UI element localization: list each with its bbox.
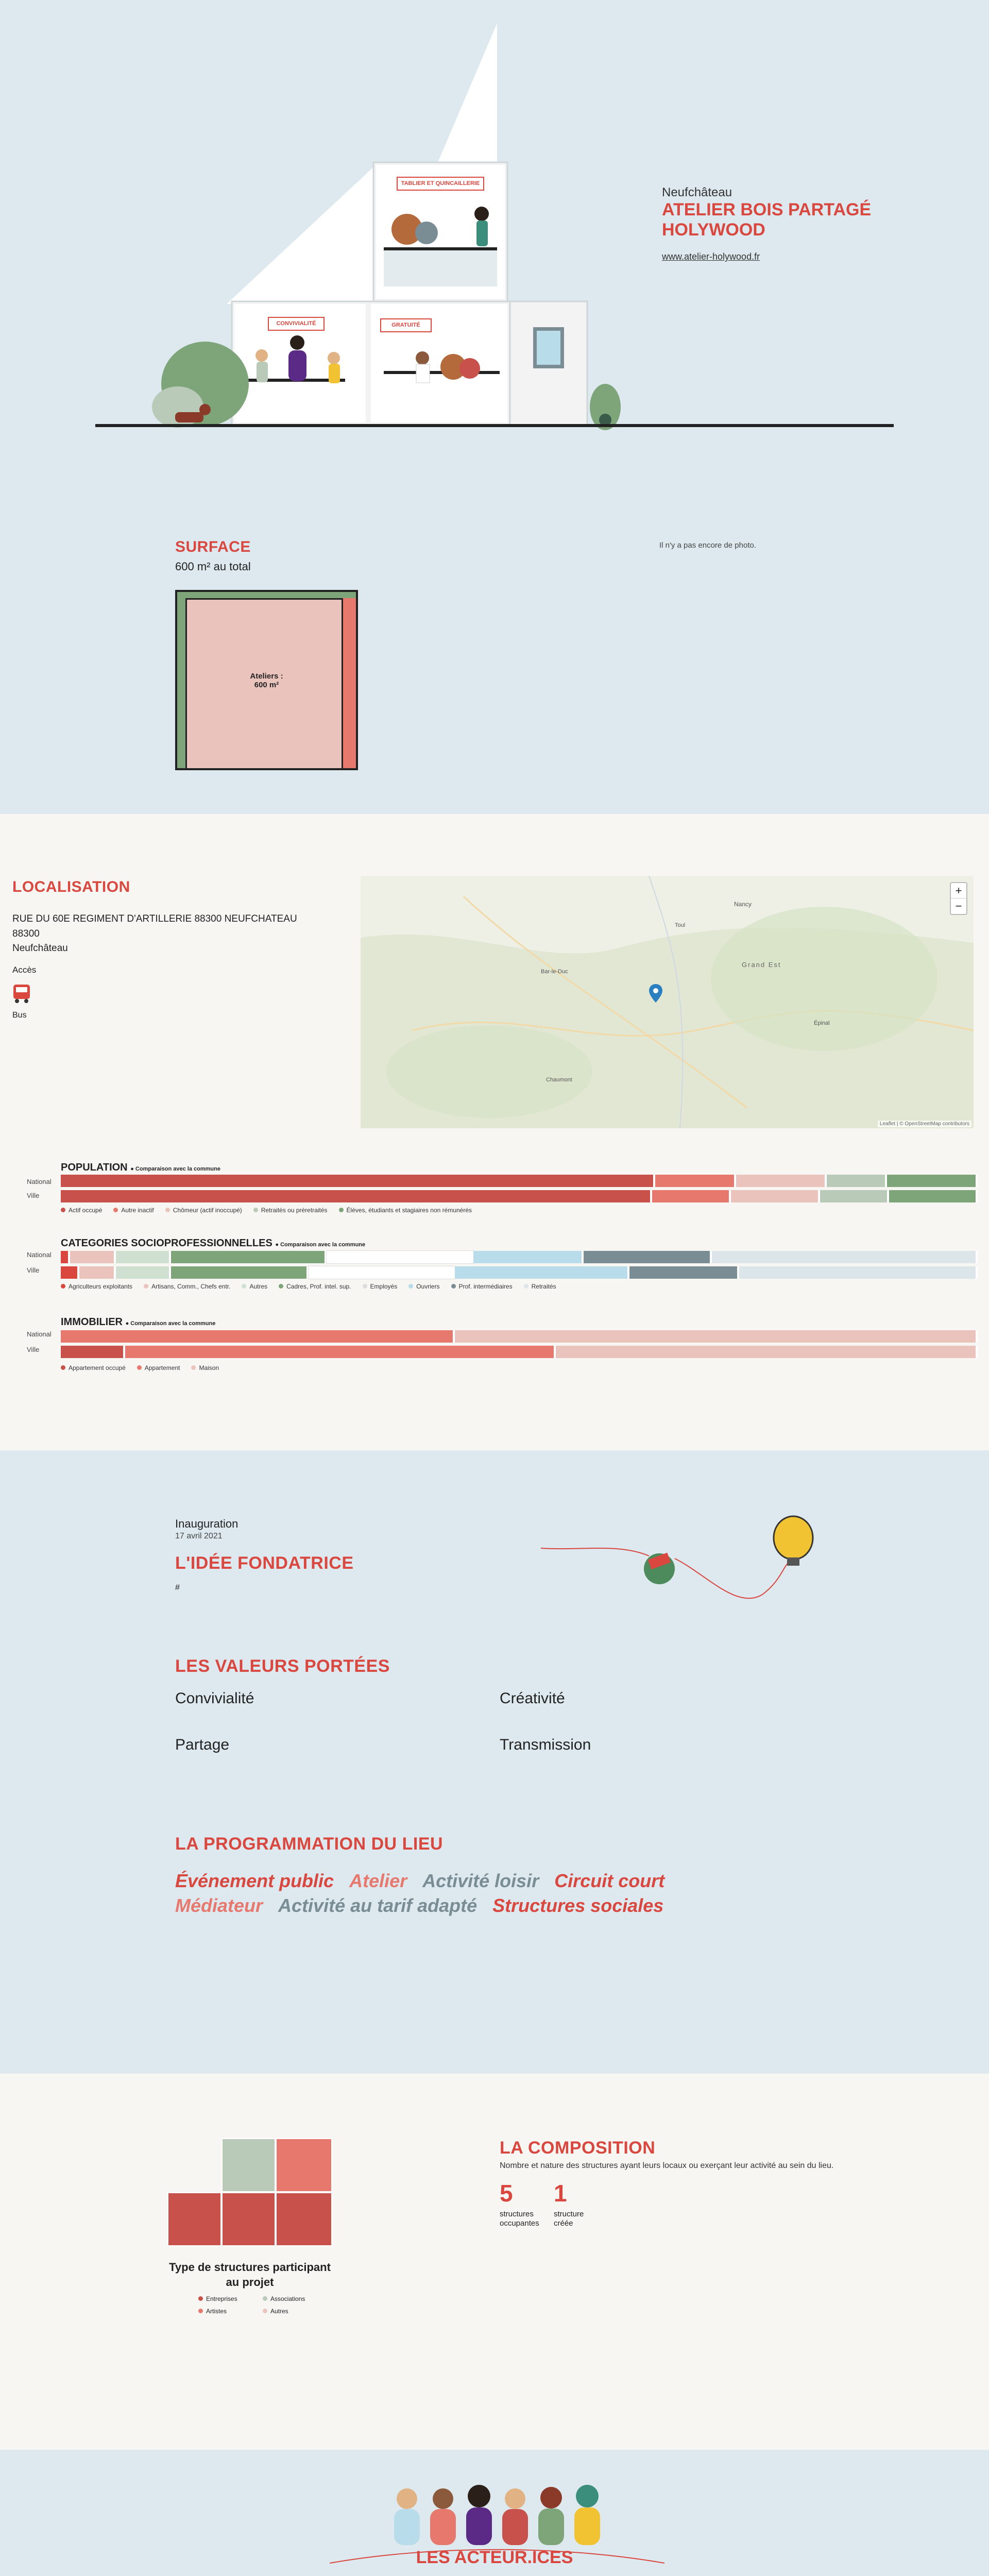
csp-legend	[61, 1283, 556, 1290]
immo-bar-national	[61, 1330, 978, 1343]
sign-top: TABLIER ET QUINCAILLERIE	[397, 177, 484, 191]
csp-ville-segment-6	[629, 1266, 740, 1279]
idee-heading: L'IDÉE FONDATRICE	[175, 1553, 354, 1573]
surface-heading: SURFACE	[175, 538, 251, 555]
composition-heading: LA COMPOSITION	[500, 2138, 656, 2158]
csp-national-segment-0	[61, 1251, 70, 1263]
csp-national-segment-1	[70, 1251, 116, 1263]
population-ville-segment-2	[731, 1190, 820, 1202]
immo-title: IMMOBILIER	[61, 1316, 123, 1328]
treemap-cell-entreprises-1	[167, 2192, 221, 2246]
hero-title-1: ATELIER BOIS PARTAGÉ	[662, 200, 872, 219]
hero-section	[0, 0, 989, 453]
csp-legend-item-1: Artisans, Comm., Chefs entr.	[144, 1283, 230, 1290]
population-row-label-1: National	[27, 1178, 52, 1185]
population-legend-item-0: Actif occupé	[61, 1207, 102, 1214]
population-legend-item-4: Élèves, étudiants et stagiaires non rémunérés	[339, 1207, 472, 1214]
csp-bar-ville	[61, 1266, 978, 1279]
inauguration-label: Inauguration	[175, 1517, 238, 1530]
programmation-item-2: Activité loisir	[422, 1870, 539, 1891]
loc-heading: LOCALISATION	[12, 878, 130, 895]
map-terrain	[361, 876, 974, 1128]
plan-label-2: 600 m²	[254, 681, 279, 689]
hero-title-2: HOLYWOOD	[662, 220, 765, 240]
immo-bar-ville	[61, 1346, 978, 1358]
csp-row-label-1: National	[27, 1251, 52, 1259]
population-bar-national	[61, 1175, 978, 1187]
csp-legend-item-0: Agriculteurs exploitants	[61, 1283, 132, 1290]
csp-ville-segment-7	[739, 1266, 978, 1279]
map-credit: Leaflet | © OpenStreetMap contributors	[878, 1121, 971, 1127]
idee-text: #	[175, 1583, 180, 1592]
population-subtitle: ● Comparaison avec la commune	[130, 1166, 220, 1172]
csp-legend-item-7: Retraités	[524, 1283, 556, 1290]
immo-row-label-2: Ville	[27, 1346, 40, 1353]
csp-legend-item-2: Autres	[242, 1283, 267, 1290]
composition-section	[0, 2074, 989, 2450]
floor-plan	[175, 590, 358, 770]
immo-legend-item-0: Appartement occupé	[61, 1364, 126, 1371]
bus-label: Bus	[12, 1010, 27, 1020]
population-title: POPULATION	[61, 1162, 128, 1173]
immo-ville-segment-0	[61, 1346, 125, 1358]
immo-national-segment-1	[61, 1330, 455, 1343]
population-national-segment-3	[827, 1175, 887, 1187]
programmation-item-3: Circuit court	[554, 1870, 665, 1891]
immo-heading	[61, 1316, 215, 1328]
population-ville-segment-4	[889, 1190, 978, 1202]
map-label-chaumont: Chaumont	[546, 1077, 572, 1083]
csp-subtitle: ● Comparaison avec la commune	[275, 1242, 366, 1248]
csp-national-segment-7	[712, 1251, 978, 1263]
composition-chart-title: Type de structures participant au projet	[169, 2261, 331, 2289]
localisation-section	[0, 814, 989, 1450]
composition-legend	[198, 2295, 322, 2315]
csp-title: CATEGORIES SOCIOPROFESSIONNELLES	[61, 1238, 272, 1249]
count-occupantes: 5	[500, 2180, 513, 2207]
count-occupantes-label: structures occupantes	[500, 2210, 539, 2228]
treemap-cell-entreprises-3	[276, 2192, 332, 2246]
immo-legend	[61, 1364, 219, 1371]
composition-legend-item-1: Associations	[263, 2295, 322, 2302]
composition-treemap	[167, 2138, 332, 2246]
population-ville-segment-0	[61, 1190, 652, 1202]
composition-legend-item-2: Artistes	[198, 2308, 258, 2315]
csp-row-label-2: Ville	[27, 1266, 40, 1274]
bus-icon	[12, 984, 342, 1009]
population-legend-item-2: Chômeur (actif inoccupé)	[165, 1207, 242, 1214]
valeur-3: Partage	[175, 1736, 230, 1753]
immo-legend-item-1: Appartement	[137, 1364, 180, 1371]
csp-ville-segment-1	[79, 1266, 116, 1279]
treemap-cell-associations	[221, 2138, 276, 2192]
loc-city: Neufchâteau	[12, 943, 68, 954]
csp-ville-segment-0	[61, 1266, 79, 1279]
zoom-in-button[interactable]: +	[951, 883, 966, 899]
csp-ville-segment-3	[171, 1266, 309, 1279]
programmation-heading: LA PROGRAMMATION DU LIEU	[175, 1834, 444, 1854]
csp-national-segment-6	[584, 1251, 712, 1263]
idee-section	[0, 1450, 989, 2074]
immo-subtitle: ● Comparaison avec la commune	[125, 1320, 216, 1327]
loc-postcode: 88300	[12, 928, 40, 939]
hero-city: Neufchâteau	[662, 185, 732, 199]
population-ville-segment-3	[820, 1190, 889, 1202]
immo-national-segment-2	[455, 1330, 978, 1343]
immo-legend-item-2: Maison	[191, 1364, 219, 1371]
population-row-label-2: Ville	[27, 1192, 40, 1199]
composition-legend-item-3: Autres	[263, 2308, 322, 2315]
population-legend	[61, 1207, 472, 1214]
programmation-item-4: Médiateur	[175, 1895, 263, 1916]
valeur-1: Convivialité	[175, 1690, 254, 1707]
no-photo-text: Il n'y a pas encore de photo.	[659, 541, 756, 550]
map-label-barleduc: Bar-le-Duc	[541, 969, 568, 975]
treemap-cell-entreprises-2	[221, 2192, 276, 2246]
map-marker-icon[interactable]	[649, 984, 662, 1005]
programmation-item-6: Structures sociales	[492, 1895, 664, 1916]
treemap-cell-artistes	[276, 2138, 332, 2192]
map-label-nancy: Nancy	[734, 901, 752, 908]
acteurs-people-illustration	[386, 2473, 613, 2545]
plan-label-1: Ateliers :	[250, 672, 283, 681]
population-national-segment-0	[61, 1175, 655, 1187]
map[interactable]	[361, 876, 974, 1128]
access-label: Accès	[12, 964, 37, 975]
csp-bar-national	[61, 1251, 978, 1263]
programmation-list	[175, 1870, 752, 1917]
csp-legend-item-6: Prof. intermédiaires	[451, 1283, 513, 1290]
sign-mid: GRATUITÉ	[380, 318, 432, 332]
programmation-item-5: Activité au tarif adapté	[278, 1895, 478, 1916]
csp-ville-segment-5	[455, 1266, 629, 1279]
idea-illustration	[541, 1507, 824, 1636]
loc-address: RUE DU 60E REGIMENT D'ARTILLERIE 88300 NEUFCHATEAU	[12, 913, 297, 924]
sign-left: CONVIVIALITÉ	[268, 317, 325, 331]
population-legend-item-1: Autre inactif	[113, 1207, 154, 1214]
csp-ville-segment-2	[116, 1266, 171, 1279]
csp-heading	[61, 1238, 365, 1249]
population-ville-segment-1	[652, 1190, 731, 1202]
csp-ville-segment-4	[309, 1266, 455, 1279]
immo-ville-segment-2	[556, 1346, 978, 1358]
ground-line	[95, 424, 894, 427]
composition-intro: Nombre et nature des structures ayant leurs locaux ou exerçant leur activité au sein du lieu.	[500, 2161, 834, 2170]
population-national-segment-1	[655, 1175, 736, 1187]
composition-legend-item-0: Entreprises	[198, 2295, 258, 2302]
acteurs-section	[0, 2450, 989, 2576]
csp-national-segment-5	[473, 1251, 584, 1263]
immo-row-label-1: National	[27, 1330, 52, 1338]
csp-legend-item-4: Employés	[363, 1283, 398, 1290]
population-national-segment-2	[736, 1175, 827, 1187]
website-link[interactable]: www.atelier-holywood.fr	[662, 251, 760, 262]
map-label-grandest: Grand Est	[742, 961, 781, 969]
inauguration-date: 17 avril 2021	[175, 1532, 223, 1540]
valeurs-heading: LES VALEURS PORTÉES	[175, 1656, 390, 1676]
map-label-toul: Toul	[675, 922, 686, 928]
immo-ville-segment-1	[125, 1346, 556, 1358]
surface-section	[0, 453, 989, 814]
csp-national-segment-2	[116, 1251, 171, 1263]
valeur-4: Transmission	[500, 1736, 591, 1753]
valeur-2: Créativité	[500, 1690, 565, 1707]
population-heading	[61, 1162, 220, 1174]
csp-national-segment-3	[171, 1251, 327, 1263]
acteurs-heading: LES ACTEUR.ICES	[416, 2548, 573, 2567]
programmation-item-0: Événement public	[175, 1870, 334, 1891]
csp-legend-item-5: Ouvriers	[408, 1283, 439, 1290]
count-creee-label: structure créée	[554, 2210, 584, 2228]
programmation-item-1: Atelier	[349, 1870, 407, 1891]
count-creee: 1	[554, 2180, 567, 2207]
population-legend-item-3: Retraités ou préretraités	[253, 1207, 328, 1214]
zoom-out-button[interactable]: −	[955, 900, 962, 912]
surface-total: 600 m² au total	[175, 560, 251, 573]
csp-national-segment-4	[327, 1251, 473, 1263]
population-bar-ville	[61, 1190, 978, 1202]
map-label-epinal: Épinal	[814, 1020, 830, 1026]
population-national-segment-4	[887, 1175, 978, 1187]
csp-legend-item-3: Cadres, Prof. intel. sup.	[279, 1283, 351, 1290]
hero-title-block	[662, 185, 871, 262]
